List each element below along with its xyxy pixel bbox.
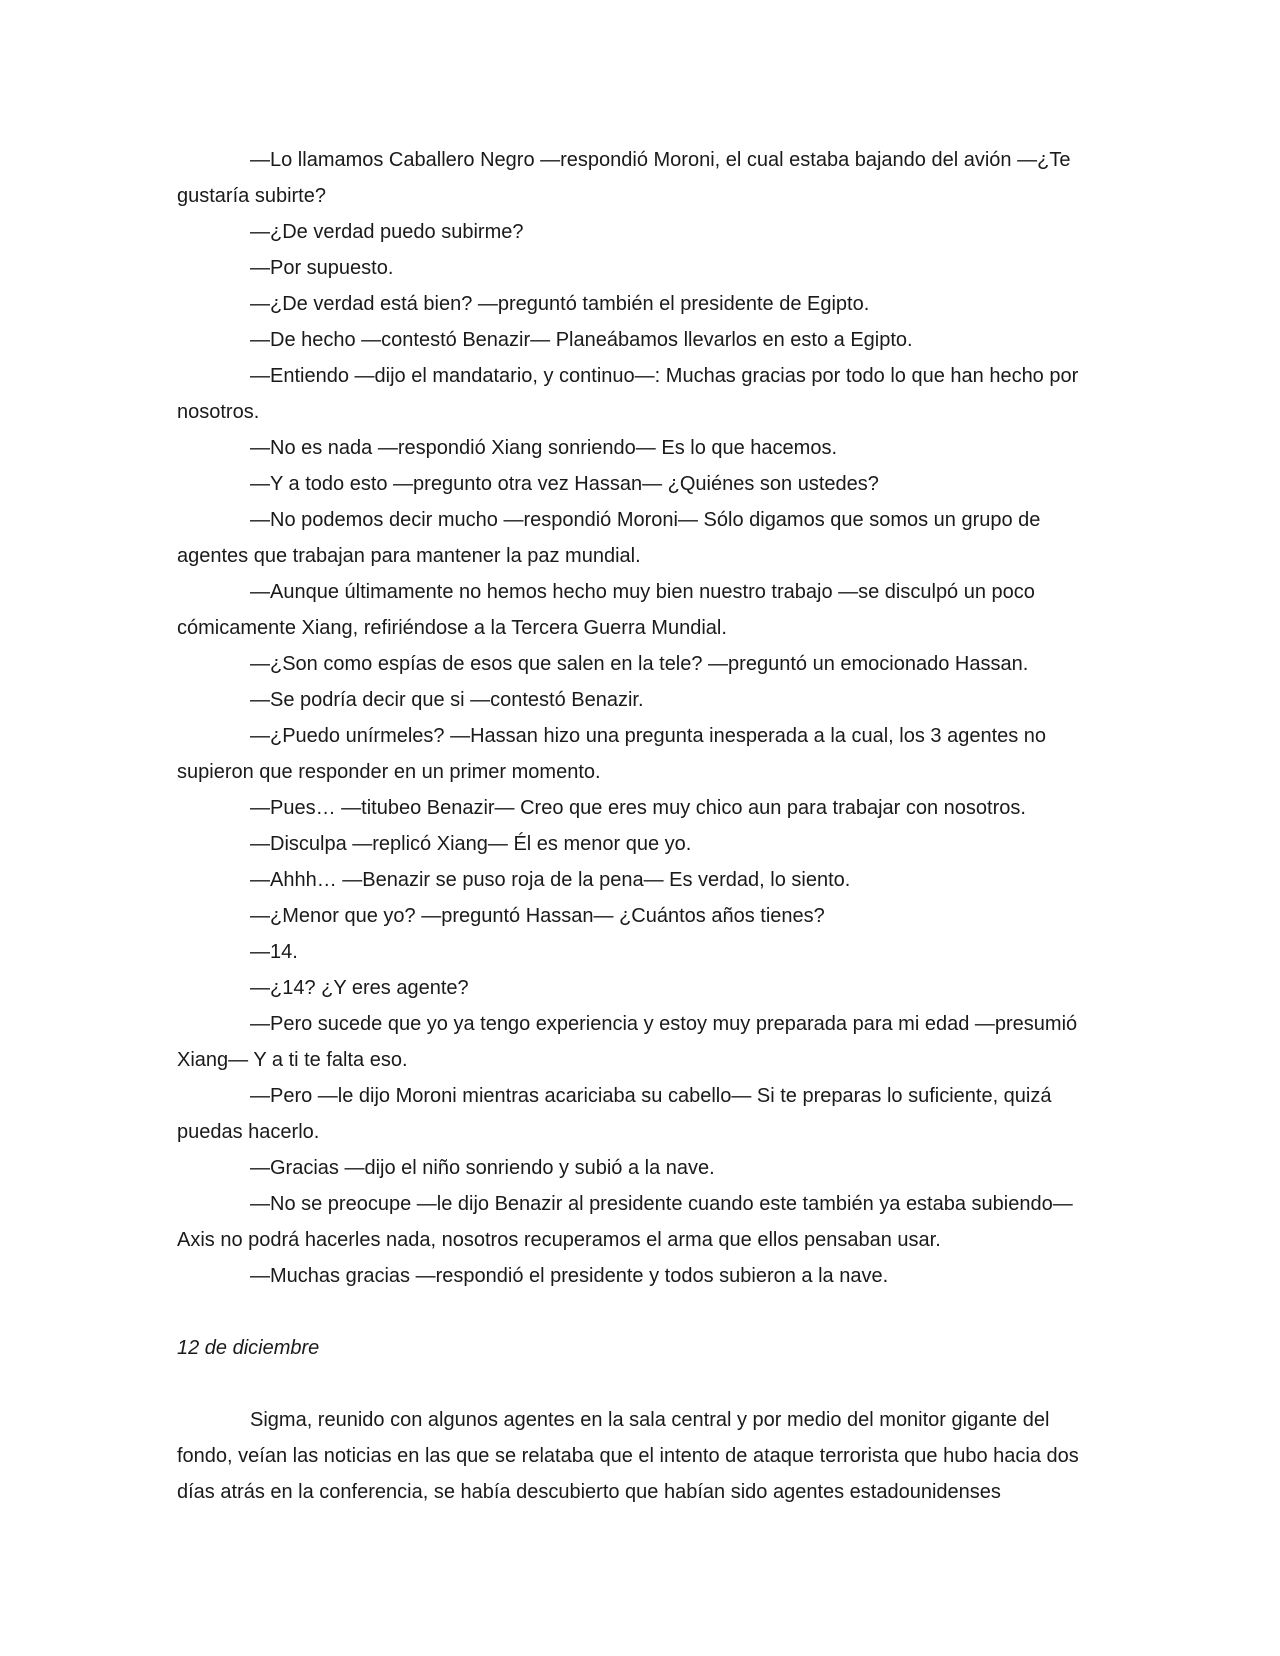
dialogue-paragraph: —14. <box>250 941 298 963</box>
dialogue-paragraph: —¿Son como espías de esos que salen en la tele? —preguntó un emocionado Hassan. <box>250 653 1029 675</box>
dialogue-paragraph: —No se preocupe —le dijo Benazir al presidente cuando este también ya estaba subiendo— Axis no podrá hacerles nada, nosotros recuperamos el arma que ellos pensaban usar. <box>177 1193 1073 1251</box>
dialogue-paragraph: —¿14? ¿Y eres agente? <box>250 977 469 999</box>
dialogue-paragraph: —No podemos decir mucho —respondió Moroni— Sólo digamos que somos un grupo de agentes que trabajan para mantener la paz mundial. <box>177 509 1041 567</box>
dialogue-paragraph: —Aunque últimamente no hemos hecho muy bien nuestro trabajo —se disculpó un poco cómicamente Xiang, refiriéndose a la Tercera Guerra Mundial. <box>177 581 1035 639</box>
dialogue-paragraph: —Lo llamamos Caballero Negro —respondió Moroni, el cual estaba bajando del avión —¿Te gustaría subirte? <box>177 149 1071 207</box>
dialogue-paragraph: —Pues… —titubeo Benazir— Creo que eres muy chico aun para trabajar con nosotros. <box>250 797 1026 819</box>
dialogue-paragraph: —¿Menor que yo? —preguntó Hassan— ¿Cuántos años tienes? <box>250 905 825 927</box>
narrative-paragraph: Sigma, reunido con algunos agentes en la sala central y por medio del monitor gigante del fondo, veían las noticias en las que se relataba que el intento de ataque terrorista que hubo hacia dos días atrás en la conferencia, se había descubierto que habían sido agentes estadounidenses <box>177 1409 1079 1503</box>
dialogue-paragraph: —Se podría decir que si —contestó Benazir. <box>250 689 644 711</box>
dialogue-paragraph: —Y a todo esto —pregunto otra vez Hassan— ¿Quiénes son ustedes? <box>250 473 879 495</box>
dialogue-paragraph: —Por supuesto. <box>250 257 394 279</box>
dialogue-paragraph: —Gracias —dijo el niño sonriendo y subió a la nave. <box>250 1157 715 1179</box>
body-text <box>177 142 1100 1510</box>
dialogue-paragraph: —¿De verdad está bien? —preguntó también el presidente de Egipto. <box>250 293 870 315</box>
dialogue-paragraph: —¿De verdad puedo subirme? <box>250 221 524 243</box>
dialogue-paragraph: —Muchas gracias —respondió el presidente y todos subieron a la nave. <box>250 1265 889 1287</box>
dialogue-paragraph: —Entiendo —dijo el mandatario, y continuo—: Muchas gracias por todo lo que han hecho por nosotros. <box>177 365 1079 423</box>
section-heading-date: 12 de diciembre <box>177 1337 320 1359</box>
dialogue-paragraph: —No es nada —respondió Xiang sonriendo— Es lo que hacemos. <box>250 437 838 459</box>
dialogue-paragraph: —De hecho —contestó Benazir— Planeábamos llevarlos en esto a Egipto. <box>250 329 913 351</box>
dialogue-paragraph: —Pero —le dijo Moroni mientras acariciaba su cabello— Si te preparas lo suficiente, quizá puedas hacerlo. <box>177 1085 1052 1143</box>
dialogue-paragraph: —Ahhh… —Benazir se puso roja de la pena— Es verdad, lo siento. <box>250 869 851 891</box>
dialogue-paragraph: —¿Puedo unírmeles? —Hassan hizo una pregunta inesperada a la cual, los 3 agentes no supieron que responder en un primer momento. <box>177 725 1047 783</box>
dialogue-paragraph: —Disculpa —replicó Xiang— Él es menor que yo. <box>250 833 692 855</box>
dialogue-paragraph: —Pero sucede que yo ya tengo experiencia y estoy muy preparada para mi edad —presumió Xiang— Y a ti te falta eso. <box>177 1013 1078 1071</box>
